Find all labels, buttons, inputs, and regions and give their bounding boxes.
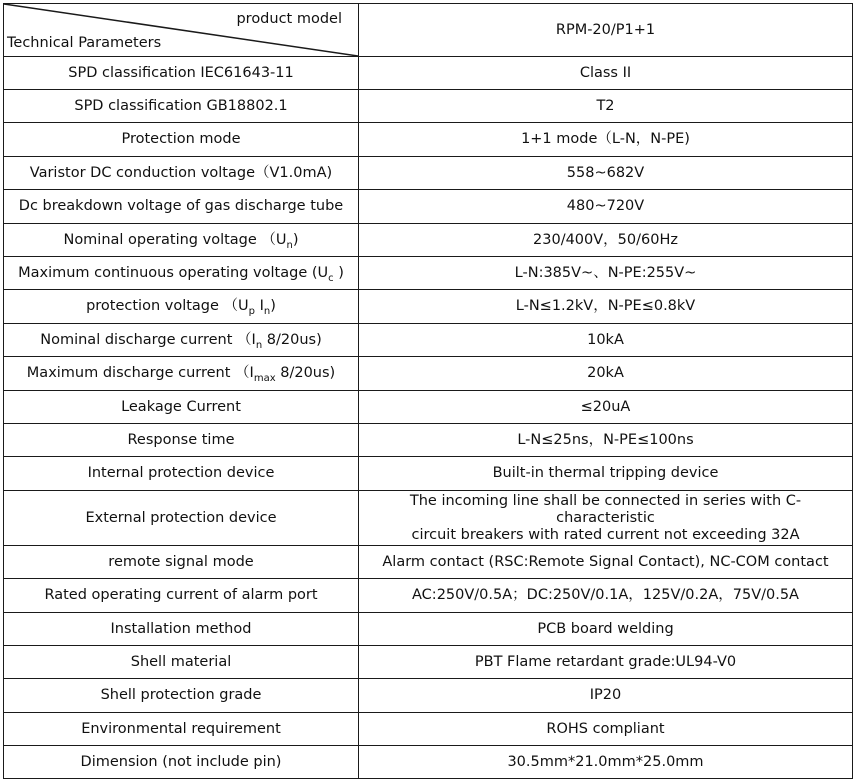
param-name: Internal protection device [4, 457, 359, 491]
param-value: Built-in thermal tripping device [359, 457, 853, 491]
param-value: L-N:385V~、N-PE:255V~ [359, 257, 853, 290]
param-name: Installation method [4, 613, 359, 646]
param-name [4, 224, 359, 257]
param-name: Shell protection grade [4, 679, 359, 713]
table-row [4, 290, 853, 324]
table-header-row [4, 4, 853, 57]
table-row [4, 579, 853, 613]
table-row [4, 123, 853, 157]
param-name: remote signal mode [4, 546, 359, 579]
param-name-text: protection voltage （U [86, 298, 249, 314]
table-row [4, 424, 853, 457]
param-name-suffix: ) [270, 298, 276, 314]
model-cell: RPM-20/P1+1 [359, 4, 853, 57]
param-value: AC:250V/0.5A；DC:250V/0.1A，125V/0.2A，75V/0.5A [359, 579, 853, 613]
table-row [4, 90, 853, 123]
table-row [4, 190, 853, 224]
param-name-text: Nominal operating voltage （U [63, 231, 287, 248]
param-value: 10kA [359, 324, 853, 357]
spec-table-container [3, 3, 853, 779]
param-value: 480~720V [359, 190, 853, 224]
param-name-text: Maximum continuous operating voltage (U [18, 264, 329, 281]
table-row [4, 457, 853, 491]
param-name [4, 257, 359, 290]
param-name-subscript-2: n [263, 305, 271, 317]
param-name-text: Maximum discharge current （I [26, 365, 254, 381]
table-row [4, 391, 853, 424]
param-name: Rated operating current of alarm port [4, 579, 359, 613]
param-value: 558~682V [359, 157, 853, 190]
table-row [4, 324, 853, 357]
param-name-suffix: ) [333, 264, 344, 281]
param-value: 30.5mm*21.0mm*25.0mm [359, 746, 853, 779]
table-row [4, 157, 853, 190]
table-row [4, 646, 853, 679]
param-name: Protection mode [4, 123, 359, 157]
param-name: Environmental requirement [4, 713, 359, 746]
param-name-subscript: n [255, 339, 263, 351]
param-name [4, 290, 359, 324]
table-row [4, 679, 853, 713]
param-name-subscript: n [286, 239, 293, 251]
table-row [4, 746, 853, 779]
param-name: Varistor DC conduction voltage（V1.0mA) [4, 157, 359, 190]
param-name-mid: I [255, 298, 264, 314]
param-value-line-2: circuit breakers with rated current not exceeding 32A [411, 526, 800, 543]
param-name: Response time [4, 424, 359, 457]
product-model-label: product model [236, 11, 342, 27]
param-name: Shell material [4, 646, 359, 679]
table-row [4, 224, 853, 257]
table-row [4, 546, 853, 579]
param-value: L-N≤1.2kV，N-PE≤0.8kV [359, 290, 853, 324]
param-value: T2 [359, 90, 853, 123]
param-name: SPD classification GB18802.1 [4, 90, 359, 123]
param-value: IP20 [359, 679, 853, 713]
technical-parameters-table [3, 3, 853, 779]
param-name-text: Nominal discharge current （I [40, 331, 256, 348]
param-name-suffix: 8/20us) [262, 331, 322, 348]
param-value: 1+1 mode（L-N，N-PE) [359, 123, 853, 157]
param-value-line-1: The incoming line shall be connected in series with C-characteristic [409, 492, 802, 526]
param-name-subscript: c [328, 272, 334, 284]
table-row [4, 357, 853, 391]
param-name-suffix: ) [292, 231, 299, 248]
param-name-subscript: p [248, 305, 256, 317]
param-name [4, 357, 359, 391]
param-name: Leakage Current [4, 391, 359, 424]
param-value: ROHS compliant [359, 713, 853, 746]
technical-parameters-label: Technical Parameters [7, 35, 162, 51]
param-name-subscript: max [253, 372, 276, 384]
table-row [4, 57, 853, 90]
param-name: Dc breakdown voltage of gas discharge tube [4, 190, 359, 224]
param-name: External protection device [4, 491, 359, 546]
param-value: Alarm contact (RSC:Remote Signal Contact), NC-COM contact [359, 546, 853, 579]
table-row [4, 257, 853, 290]
diagonal-header-cell [4, 4, 359, 57]
param-value: PBT Flame retardant grade:UL94-V0 [359, 646, 853, 679]
param-value: ≤20uA [359, 391, 853, 424]
param-name: SPD classification IEC61643-11 [4, 57, 359, 90]
param-name-suffix: 8/20us) [275, 365, 336, 381]
table-row [4, 713, 853, 746]
param-value: 230/400V，50/60Hz [359, 224, 853, 257]
param-name [4, 324, 359, 357]
param-value: 20kA [359, 357, 853, 391]
param-value: PCB board welding [359, 613, 853, 646]
param-name: Dimension (not include pin) [4, 746, 359, 779]
table-row [4, 491, 853, 546]
table-row [4, 613, 853, 646]
param-value: Class II [359, 57, 853, 90]
param-value [359, 491, 853, 546]
param-value: L-N≤25ns，N-PE≤100ns [359, 424, 853, 457]
